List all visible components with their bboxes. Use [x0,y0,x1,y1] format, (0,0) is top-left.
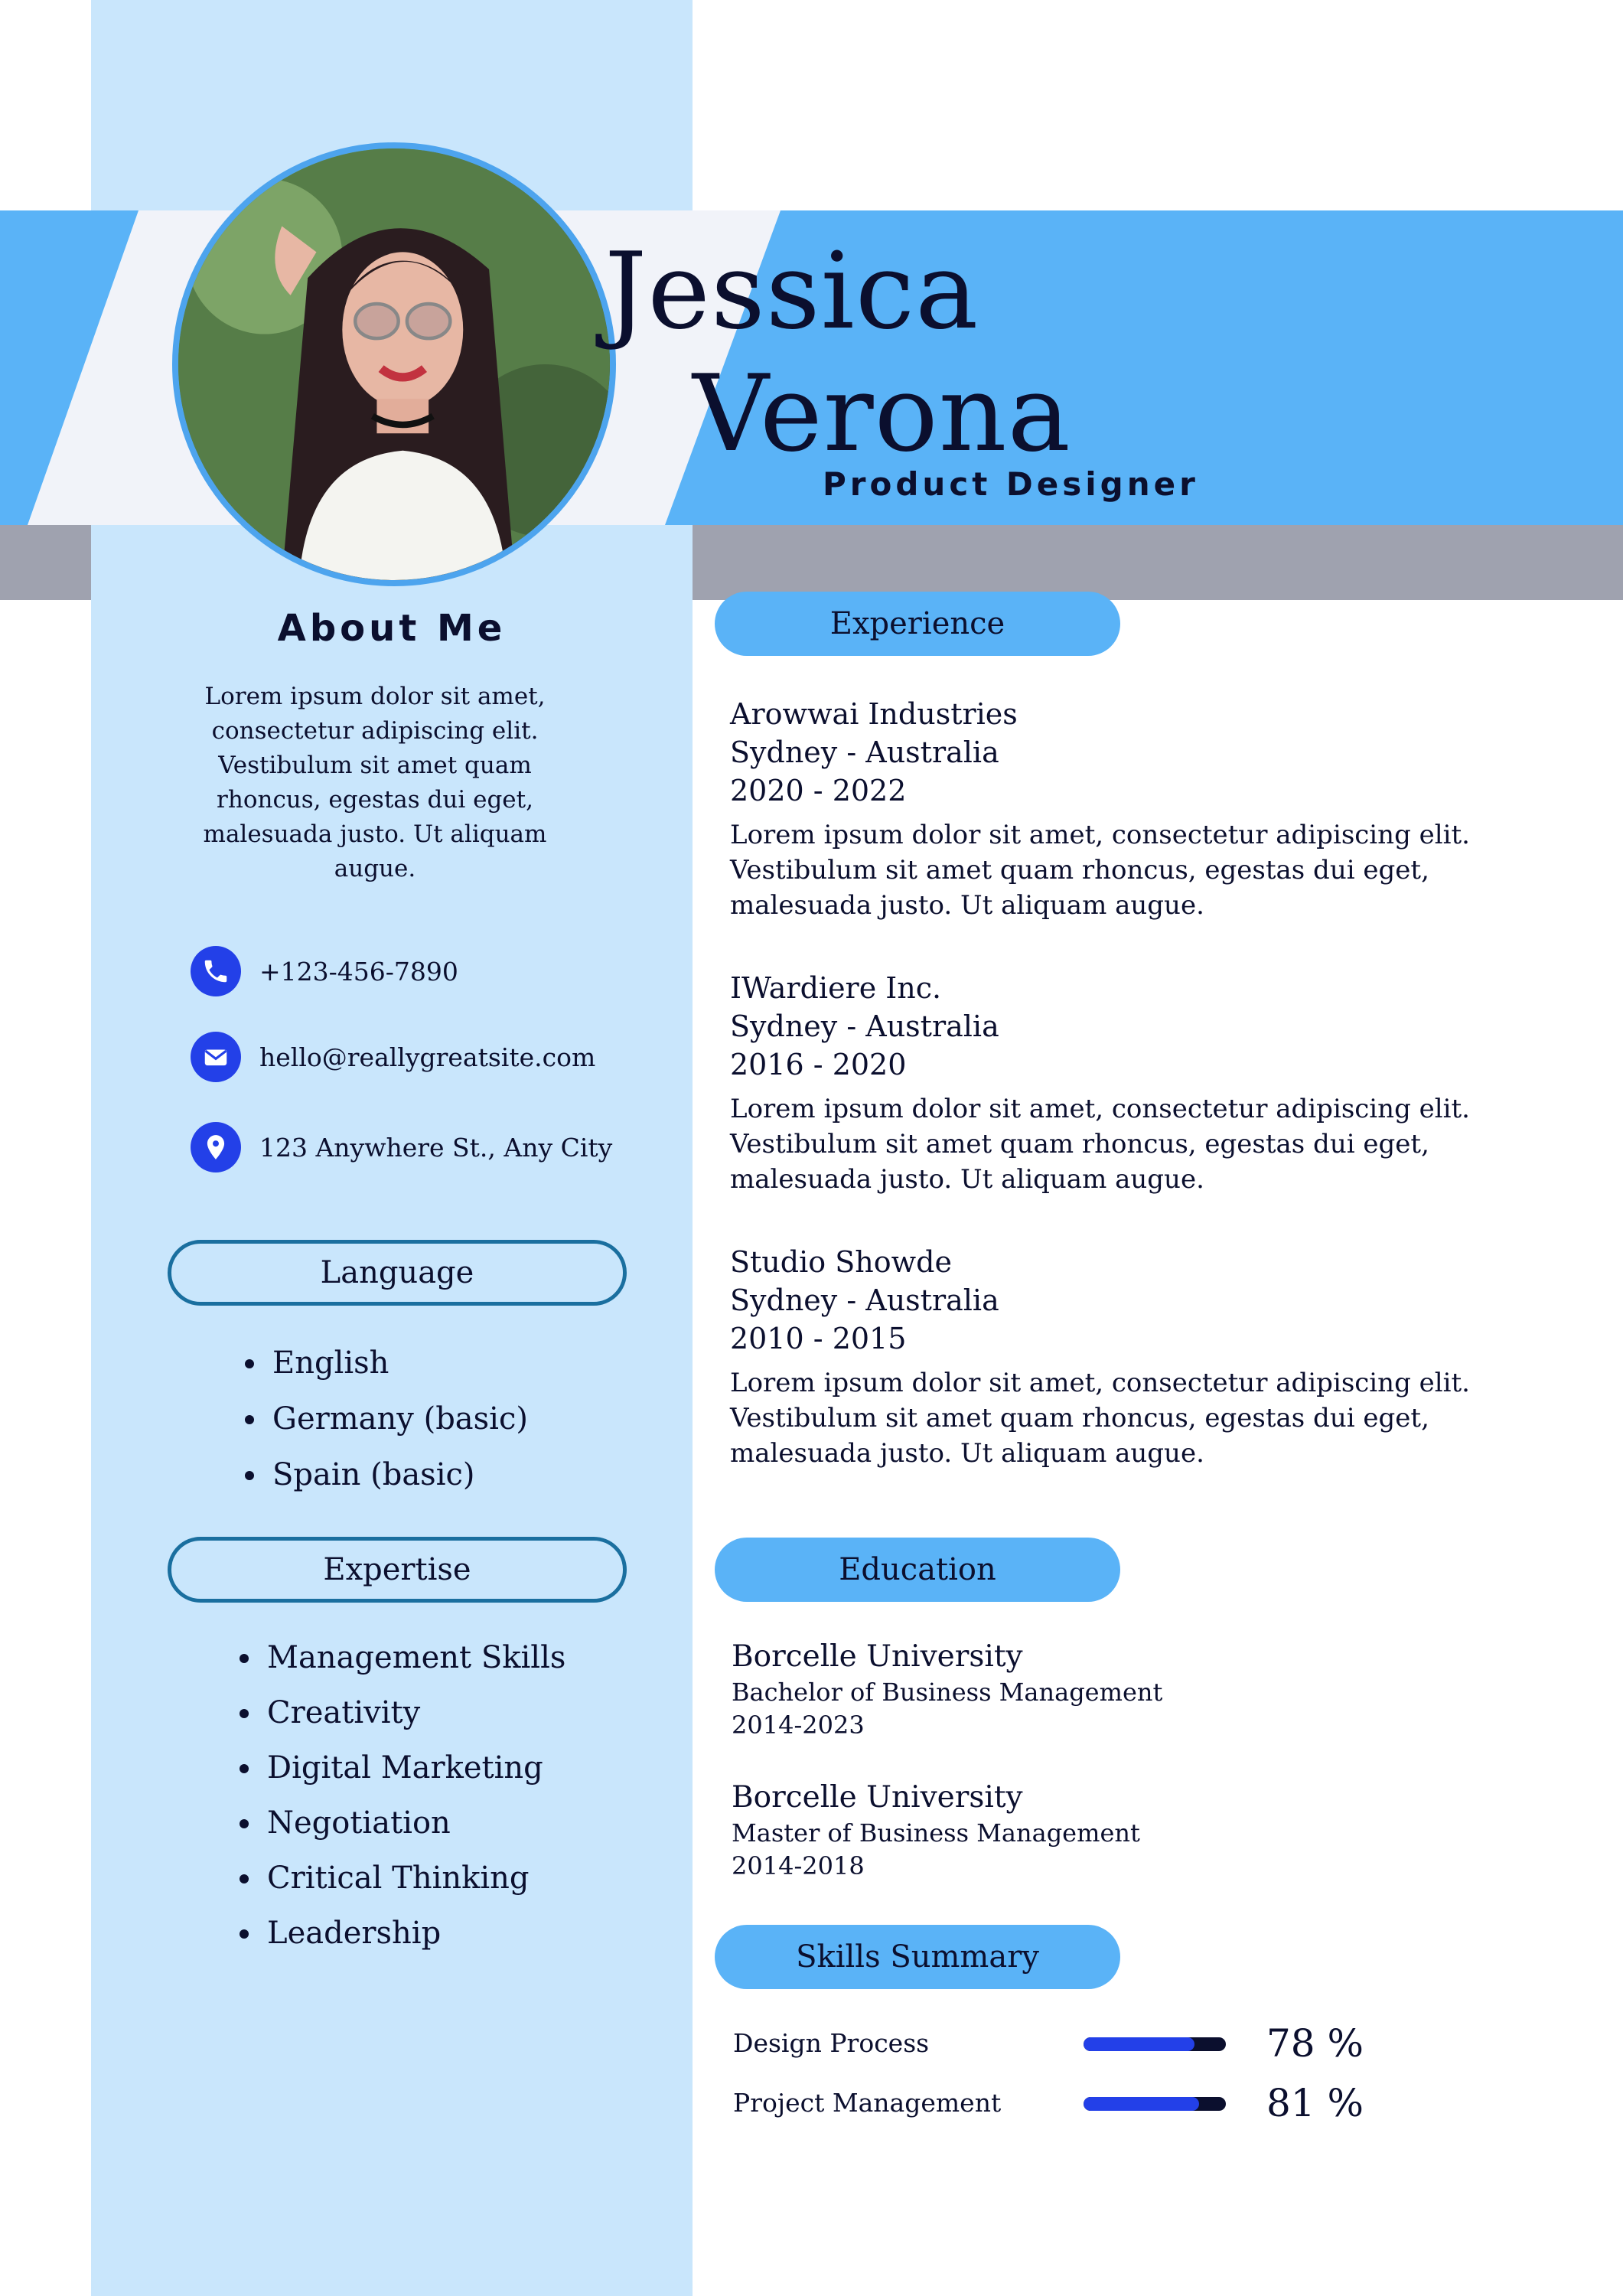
language-item: English [272,1348,528,1378]
school-name: Borcelle University [732,1780,1023,1815]
company-name: Studio Showde [730,1245,952,1279]
expertise-list [267,1642,565,1973]
location-pin-icon [191,1122,241,1172]
experience-entry [730,1243,1572,1471]
skill-percent: 78 % [1266,2021,1364,2066]
job-title: Product Designer [823,465,1199,503]
skill-percent: 81 % [1266,2081,1364,2125]
company-name: Arowwai Industries [730,697,1018,731]
contact-email [191,1032,595,1082]
job-years: 2016 - 2020 [730,1048,907,1081]
job-years: 2010 - 2015 [730,1322,907,1355]
skill-row [733,2020,1422,2066]
phone-icon [191,946,241,996]
email-address[interactable]: hello@reallygreatsite.com [259,1042,596,1072]
education-years: 2014-2018 [732,1851,865,1880]
contact-address [191,1122,612,1172]
experience-entry [730,695,1572,923]
contact-phone [191,946,458,996]
skill-bar [1084,2097,1226,2111]
skill-name: Project Management [733,2088,1002,2118]
expertise-item: Negotiation [267,1808,565,1838]
expertise-item: Digital Marketing [267,1753,565,1783]
job-description: Lorem ipsum dolor sit amet, consectetur adipiscing elit. Vestibulum sit amet quam rhoncus, egestas dui eget, malesuada justo. Ut aliquam augue. [730,1094,1470,1195]
experience-heading: Experience [715,592,1120,656]
phone-number[interactable]: +123-456-7890 [259,956,458,987]
skill-bar-fill [1084,2097,1199,2111]
skill-bar [1084,2037,1226,2051]
degree: Master of Business Management [732,1818,1140,1848]
language-list [272,1345,528,1515]
language-item: Spain (basic) [272,1459,528,1490]
mail-icon [191,1032,241,1082]
profile-photo [172,142,616,586]
education-heading: Education [715,1538,1120,1602]
expertise-item: Critical Thinking [267,1863,565,1893]
language-item: Germany (basic) [272,1401,528,1437]
skill-name: Design Process [733,2028,930,2058]
skills-heading: Skills Summary [715,1925,1120,1989]
job-location: Sydney - Australia [730,1283,999,1317]
job-description: Lorem ipsum dolor sit amet, consectetur adipiscing elit. Vestibulum sit amet quam rhoncus, egestas dui eget, malesuada justo. Ut aliquam augue. [730,1368,1470,1469]
company-name: IWardiere Inc. [730,971,942,1005]
about-text: Lorem ipsum dolor sit amet, consectetur adipiscing elit. Vestibulum sit amet quam rhoncus, egestas dui eget, malesuada justo. Ut aliquam augue. [203,683,547,882]
gray-band-left [0,525,91,600]
skill-bar-fill [1084,2037,1194,2051]
job-years: 2020 - 2022 [730,774,907,807]
experience-entry [730,969,1572,1197]
first-name: Jessica [605,230,979,353]
gray-band-right [693,525,1623,600]
education-entry [732,1638,1162,1742]
street-address: 123 Anywhere St., Any City [259,1132,613,1163]
expertise-heading: Expertise [168,1537,627,1603]
last-name: Verona [693,352,1071,475]
degree: Bachelor of Business Management [732,1678,1163,1707]
job-location: Sydney - Australia [730,1009,999,1043]
job-location: Sydney - Australia [730,735,999,769]
expertise-item: Creativity [267,1698,565,1728]
language-heading: Language [168,1240,627,1306]
school-name: Borcelle University [732,1639,1023,1674]
expertise-item: Leadership [267,1918,565,1949]
job-description: Lorem ipsum dolor sit amet, consectetur adipiscing elit. Vestibulum sit amet quam rhoncus, egestas dui eget, malesuada justo. Ut aliquam augue. [730,820,1470,921]
education-entry [732,1779,1140,1883]
expertise-item: Management Skills [267,1640,566,1675]
skill-row [733,2080,1422,2126]
education-years: 2014-2023 [732,1711,865,1740]
about-heading: About Me [277,607,507,650]
